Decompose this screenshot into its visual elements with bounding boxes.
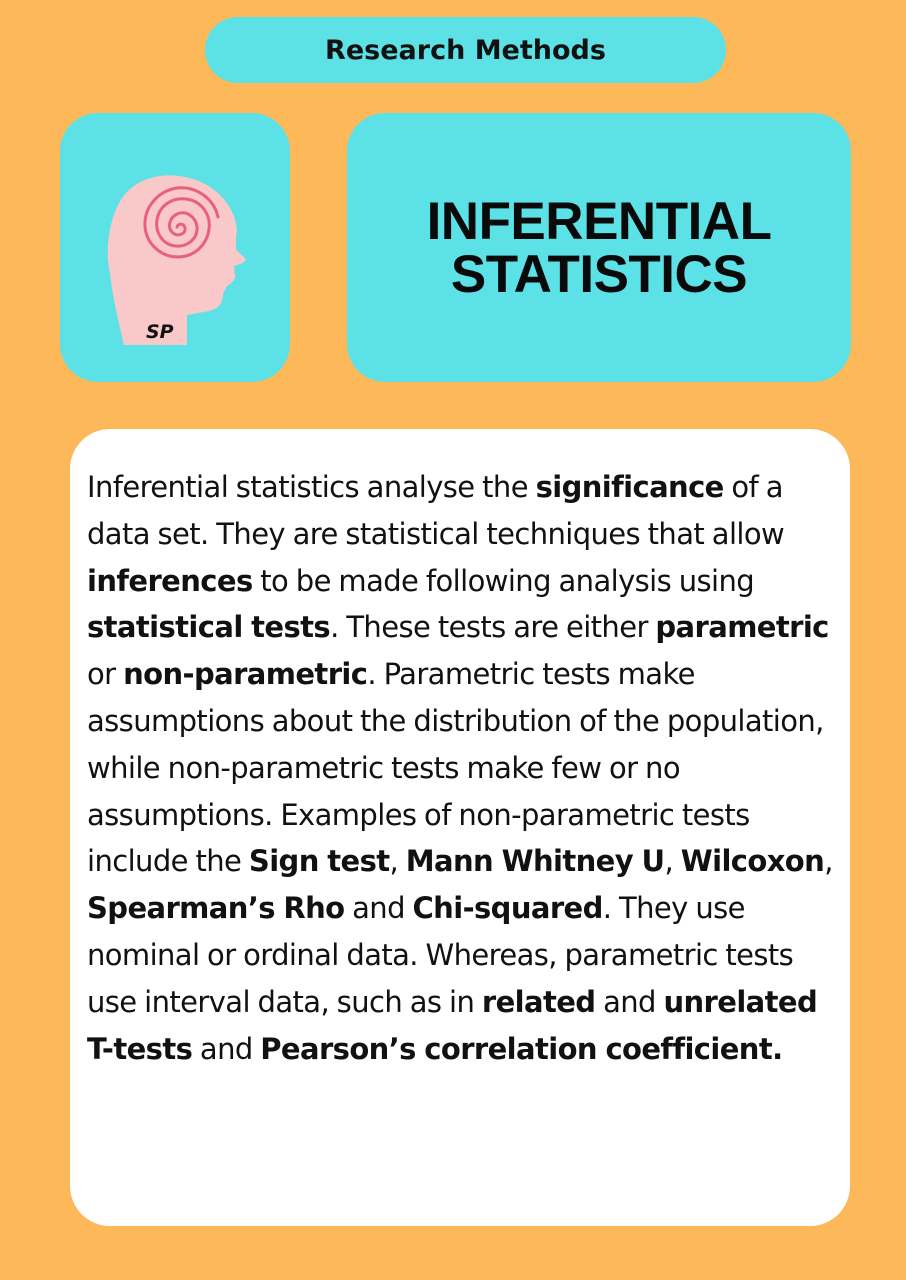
term-mann-whitney: Mann Whitney U — [405, 844, 665, 879]
page-title-line1: INFERENTIAL — [426, 191, 772, 251]
term-non-parametric: non-parametric — [123, 657, 368, 692]
page-title-line2: STATISTICS — [450, 244, 748, 304]
body-paragraph: Inferential statistics analyse the significance of a data set. They are statistical techniques that allow inferences to be made following analysis using statistical tests. These tests are either parametric or non-parametric. Parametric tests make assumptions about the distribution of the population, while non-parametric tests make few or no assumptions. Examples of non-parametric tests include the Sign test, Mann Whitney U, Wilcoxon, Spearman’s Rho and Chi-squared. They use nominal or ordinal data. Whereas, parametric tests use interval data, such as in related and unrelated T-tests and Pearson’s correlation coefficient. — [87, 470, 833, 1066]
term-related: related — [481, 984, 596, 1019]
term-unrelated-t-tests: unrelated T-tests — [87, 984, 818, 1066]
logo-panel — [60, 113, 290, 382]
term-significance: significance — [535, 470, 724, 504]
topic-header — [205, 17, 726, 83]
title-panel — [347, 113, 851, 382]
term-chi-squared: Chi-squared — [412, 891, 603, 926]
logo-initials: SP — [146, 321, 174, 343]
term-pearson: Pearson’s correlation coefficient. — [260, 1031, 783, 1066]
head-spiral-icon — [60, 113, 290, 382]
term-inferences: inferences — [87, 563, 253, 598]
term-statistical-tests: statistical tests — [87, 610, 331, 645]
term-parametric: parametric — [655, 610, 829, 645]
term-sign-test: Sign test — [248, 844, 390, 879]
topic-label: Research Methods — [325, 34, 606, 66]
term-wilcoxon: Wilcoxon — [680, 844, 825, 879]
term-spearman: Spearman’s Rho — [87, 891, 345, 926]
